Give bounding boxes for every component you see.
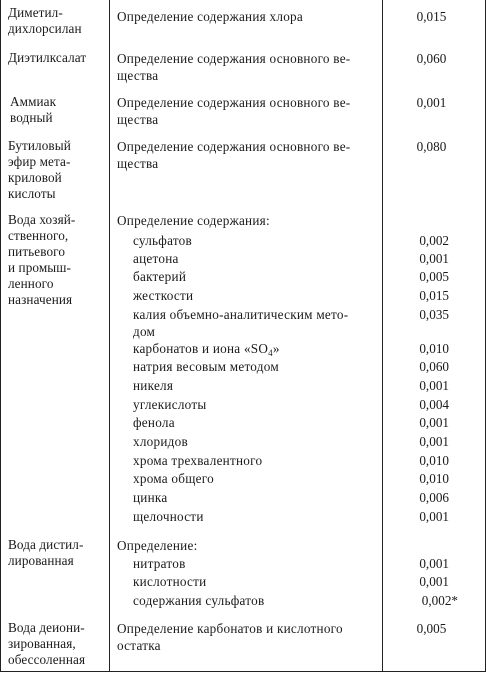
list-item: хрома трехвалентного <box>133 453 263 468</box>
list-item: жесткости <box>133 288 194 303</box>
subscript: 4 <box>268 348 273 358</box>
value-cell: 0,002* <box>421 593 458 608</box>
substance-cell: Аммиак водный <box>10 94 57 125</box>
value-cell: 0,015 <box>419 288 449 303</box>
list-item <box>133 340 379 357</box>
list-item-label: карбонатов и иона «SO <box>133 341 269 356</box>
list-item: хрома общего <box>133 471 214 486</box>
value-cell: 0,001 <box>419 251 449 266</box>
list-item: калия объемно-аналитическим мето- дом <box>133 307 349 339</box>
list-item: хлоридов <box>133 434 188 449</box>
value-cell: 0,001 <box>419 574 449 589</box>
value-cell: 0,010 <box>419 453 449 468</box>
list-item: содержания сульфатов <box>133 593 265 608</box>
list-item: ацетона <box>133 251 179 266</box>
list-item: нитратов <box>133 556 186 571</box>
list-item: бактерий <box>133 269 187 284</box>
method-cell: Определение содержания основного ве- щества <box>117 139 351 171</box>
list-item: углекислоты <box>133 397 207 412</box>
value-cell: 0,015 <box>416 9 447 24</box>
list-item: натрия весовым методом <box>133 359 279 374</box>
value-cell: 0,005 <box>416 621 447 636</box>
value-cell: 0,035 <box>419 307 449 322</box>
substance-cell: Вода дистил- лированная <box>8 537 84 568</box>
value-cell: 0,060 <box>416 51 447 66</box>
method-cell: Определение: <box>117 538 198 553</box>
method-cell: Определение содержания хлора <box>117 9 303 24</box>
value-cell: 0,001 <box>419 434 449 449</box>
value-cell: 0,001 <box>416 95 447 110</box>
substance-cell: Диметил- дихлорсилан <box>8 5 82 36</box>
list-item: фенола <box>133 415 175 430</box>
value-cell: 0,080 <box>416 139 447 154</box>
substance-cell: Вода деиони- зированная, обессоленная <box>8 620 86 667</box>
value-cell: 0,004 <box>419 397 449 412</box>
value-cell: 0,010 <box>419 341 449 356</box>
substance-cell: Бутиловый эфир мета- криловой кислоты <box>8 138 71 201</box>
method-cell: Определение содержания основного ве- щества <box>117 51 351 83</box>
value-cell: 0,002 <box>419 233 449 248</box>
column-divider-1 <box>109 0 110 671</box>
value-cell: 0,060 <box>419 359 449 374</box>
method-cell: Определение карбонатов и кислотного остатка <box>117 621 343 653</box>
value-cell: 0,001 <box>419 509 449 524</box>
list-item: сульфатов <box>133 233 193 248</box>
substance-cell: Диэтилксалат <box>8 50 87 65</box>
value-cell: 0,005 <box>419 269 449 284</box>
method-cell: Определение содержания: <box>117 213 270 228</box>
value-cell: 0,006 <box>419 490 449 505</box>
substance-cell: Вода хозяй- ственного, питьевого и промыш- ленного назначения <box>8 212 76 307</box>
list-item-label: » <box>272 341 280 356</box>
value-cell: 0,001 <box>419 556 449 571</box>
value-cell: 0,010 <box>419 471 449 486</box>
list-item: щелочности <box>133 509 204 524</box>
value-cell: 0,001 <box>419 378 449 393</box>
list-item: никеля <box>133 378 174 393</box>
list-item: цинка <box>133 490 168 505</box>
value-cell: 0,001 <box>419 415 449 430</box>
list-item: кислотности <box>133 574 207 589</box>
method-cell: Определение содержания основного ве- щества <box>117 95 351 127</box>
